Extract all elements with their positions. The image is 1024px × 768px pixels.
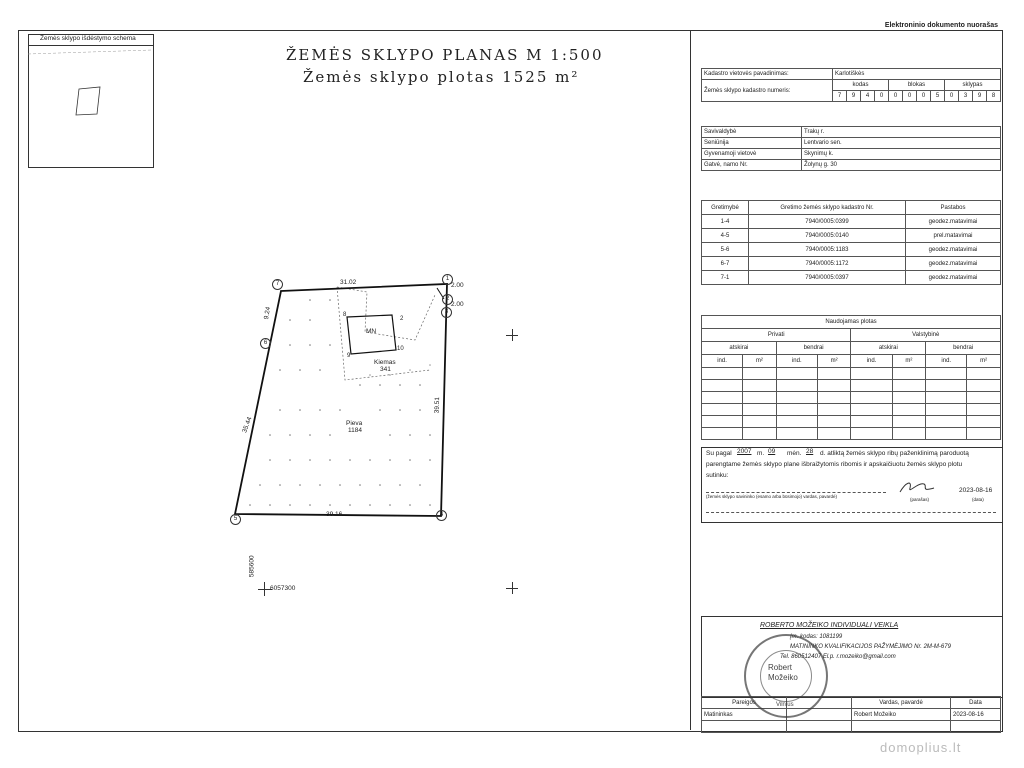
neighbor-number: 7940/0005:1183 <box>749 243 906 257</box>
schema-drawing <box>28 46 152 166</box>
table-row <box>702 380 1001 392</box>
dim-left: 35.44 <box>241 416 254 434</box>
plan-title: ŽEMĖS SKLYPO PLANAS M 1:500 <box>286 46 604 64</box>
owner-line <box>706 492 886 493</box>
agreement-text1: Su pagal <box>706 450 732 457</box>
date-caption: (data) <box>972 497 984 502</box>
cadastre-table <box>701 68 1001 102</box>
usage-ind: ind. <box>851 355 892 368</box>
signoff-col1: Pareigos <box>702 697 787 709</box>
signoff-role: Matininkas <box>702 709 787 721</box>
table-row <box>702 428 1001 440</box>
usage-ind: ind. <box>776 355 817 368</box>
dim-left-top: 9.24 <box>263 306 273 320</box>
cadastre-digit: 5 <box>931 91 945 102</box>
point-marker-4: 4 <box>436 510 447 521</box>
neighbor-number: 7940/0005:0397 <box>749 271 906 285</box>
watermark: domoplius.lt <box>880 740 962 755</box>
agreement-month: 09 <box>768 448 776 455</box>
table-row <box>702 368 1001 380</box>
point-marker-7: 7 <box>272 279 283 290</box>
coord-x: 6057300 <box>270 585 296 592</box>
address-value: Žolynų g. 30 <box>802 160 1001 171</box>
coord-marker-v <box>264 582 265 596</box>
table-row <box>702 416 1001 428</box>
plan-subtitle: Žemės sklypo plotas 1525 m² <box>303 68 580 86</box>
address-value: Lentvario sen. <box>802 138 1001 149</box>
building-node-10: 10 <box>397 346 404 352</box>
table-row <box>702 271 1001 285</box>
neighbor-number: 7940/0005:0399 <box>749 215 906 229</box>
agreement-day: 28 <box>806 448 814 455</box>
neighbor-number: 7940/0005:1172 <box>749 257 906 271</box>
agreement-date: 2023-08-16 <box>959 487 993 494</box>
coord-y: 585600 <box>248 555 256 578</box>
stamp-center1: Robert <box>768 663 793 672</box>
usage-title: Naudojamas plotas <box>702 316 1001 329</box>
point-marker-3: 3 <box>441 307 452 318</box>
neighbor-range: 1-4 <box>702 215 749 229</box>
usage-private: Privati <box>702 329 851 342</box>
usage-m2: m² <box>743 355 777 368</box>
signoff-col2: Vardas, pavardė <box>852 697 951 709</box>
signoff-name: Robert Možeiko <box>852 709 951 721</box>
company-name: ROBERTO MOŽEIKO INDIVIDUALI VEIKLA <box>760 622 899 629</box>
neighbor-note: geodez.matavimai <box>906 271 1001 285</box>
cadastre-col-blokas: blokas <box>889 80 945 91</box>
yard-label: Kiemas <box>374 359 396 366</box>
cadastre-digit: 8 <box>987 91 1001 102</box>
neighbor-number: 7940/0005:0140 <box>749 229 906 243</box>
yard-area: 341 <box>380 366 391 373</box>
signoff-table <box>701 696 1001 733</box>
cadastre-digit: 7 <box>833 91 847 102</box>
neighbor-range: 5-6 <box>702 243 749 257</box>
neighbor-note: geodez.matavimai <box>906 215 1001 229</box>
cadastre-digit: 3 <box>959 91 973 102</box>
dim-top: 31.02 <box>340 279 357 286</box>
building-node-8: 8 <box>343 312 347 318</box>
neighbors-header: Gretimybė <box>702 201 749 215</box>
usage-ind: ind. <box>926 355 967 368</box>
usage-separate: atskirai <box>851 342 926 355</box>
schema-title: Žemės sklypo išdėstymo schema <box>40 35 136 42</box>
neighbor-note: prel.matavimai <box>906 229 1001 243</box>
company-code: Įm. kodas: 1081199 <box>790 634 843 640</box>
point-marker-5: 5 <box>230 514 241 525</box>
usage-table <box>701 315 1001 440</box>
dim-right: 39.51 <box>433 396 442 414</box>
agreement-text4: sutinku: <box>706 472 729 479</box>
address-value: Trakų r. <box>802 127 1001 138</box>
grid-cross-1-v <box>512 329 513 341</box>
neighbors-header: Pastabos <box>906 201 1001 215</box>
address-label: Gatvė, namo Nr. <box>702 160 802 171</box>
neighbor-note: geodez.matavimai <box>906 257 1001 271</box>
neighbor-range: 6-7 <box>702 257 749 271</box>
dim-a: 2.00 <box>451 282 464 289</box>
table-row <box>702 229 1001 243</box>
address-label: Savivaldybė <box>702 127 802 138</box>
cadastre-digit: 0 <box>945 91 959 102</box>
neighbors-table <box>701 200 1001 285</box>
stamp-center2: Možeiko <box>768 673 798 682</box>
dim-bottom: 39.16 <box>326 511 343 518</box>
neighbors-header: Gretimo žemės sklypo kadastro Nr. <box>749 201 906 215</box>
neighbor-range: 7-1 <box>702 271 749 285</box>
address-table <box>701 126 1001 171</box>
cadastre-digit: 0 <box>917 91 931 102</box>
meadow-area: 1184 <box>348 427 362 434</box>
right-column-divider <box>690 30 691 730</box>
company-license: MATININKO KVALIFIKACIJOS PAŽYMĖJIMO Nr. 2M-M-679 <box>790 644 951 650</box>
table-row <box>702 215 1001 229</box>
agreement-text3: parengtame žemės sklypo plane išbraižytomis ribomis ir apskaičiuotu žemės sklypo plotu <box>706 461 963 468</box>
address-label: Gyvenamoji vietovė <box>702 149 802 160</box>
stamp-city: Vilnius <box>776 702 794 708</box>
agreement-men: mėn. <box>787 450 802 457</box>
signature-mark <box>898 478 938 496</box>
table-row <box>702 243 1001 257</box>
plot-drawing <box>220 270 530 615</box>
table-row <box>702 404 1001 416</box>
cadastre-digit: 9 <box>973 91 987 102</box>
usage-m2: m² <box>817 355 851 368</box>
owner-line-2 <box>706 512 996 513</box>
usage-m2: m² <box>892 355 926 368</box>
agreement-year: 2007 <box>737 448 752 455</box>
building-label: MN <box>366 328 377 335</box>
address-value: Skynimų k. <box>802 149 1001 160</box>
meadow-label: Pieva <box>346 420 363 427</box>
usage-separate: atskirai <box>702 342 777 355</box>
agreement-m: m. <box>757 450 765 457</box>
dim-b: 2.00 <box>451 301 464 308</box>
owner-caption: (žemės sklypo savininko (esamo arba būsimojo) vardas, pavardė) <box>706 494 838 499</box>
usage-shared: bendrai <box>926 342 1001 355</box>
signoff-date: 2023-08-16 <box>951 709 1001 721</box>
cadastre-digit: 9 <box>847 91 861 102</box>
usage-state: Valstybinė <box>851 329 1001 342</box>
company-contacts: Tel. 860512407 El.p. r.mozeiko@gmail.com <box>780 654 896 660</box>
building-node-2: 2 <box>400 316 404 322</box>
header-title: Elektroninio dokumento nuorašas <box>884 22 998 29</box>
agreement-text2: d. atliktą žemės sklypo ribų paženklinimą paroduotą <box>820 450 969 457</box>
table-row <box>702 257 1001 271</box>
point-marker-6: 6 <box>260 338 271 349</box>
cadastre-digit: 0 <box>875 91 889 102</box>
neighbor-range: 4-5 <box>702 229 749 243</box>
sign-caption: (parašas) <box>910 497 930 502</box>
cadastre-col-kodas: kodas <box>833 80 889 91</box>
address-label: Seniūnija <box>702 138 802 149</box>
usage-ind: ind. <box>702 355 743 368</box>
cadastre-location-value: Karlotiškės <box>833 69 1001 80</box>
point-marker-1: 1 <box>442 274 453 285</box>
signoff-col3: Data <box>951 697 1001 709</box>
cadastre-digit: 0 <box>889 91 903 102</box>
cadastre-digit: 0 <box>903 91 917 102</box>
cadastre-digit: 4 <box>861 91 875 102</box>
cadastre-col-sklypas: sklypas <box>945 80 1001 91</box>
building-node-9: 9 <box>347 353 351 359</box>
cadastre-location-label: Kadastro vietovės pavadinimas: <box>702 69 833 80</box>
point-marker-2: 2 <box>442 294 453 305</box>
table-row <box>702 392 1001 404</box>
cadastre-number-label: Žemės sklypo kadastro numeris: <box>702 80 833 102</box>
usage-m2: m² <box>967 355 1001 368</box>
usage-shared: bendrai <box>776 342 851 355</box>
neighbor-note: geodez.matavimai <box>906 243 1001 257</box>
grid-cross-2-v <box>512 582 513 594</box>
